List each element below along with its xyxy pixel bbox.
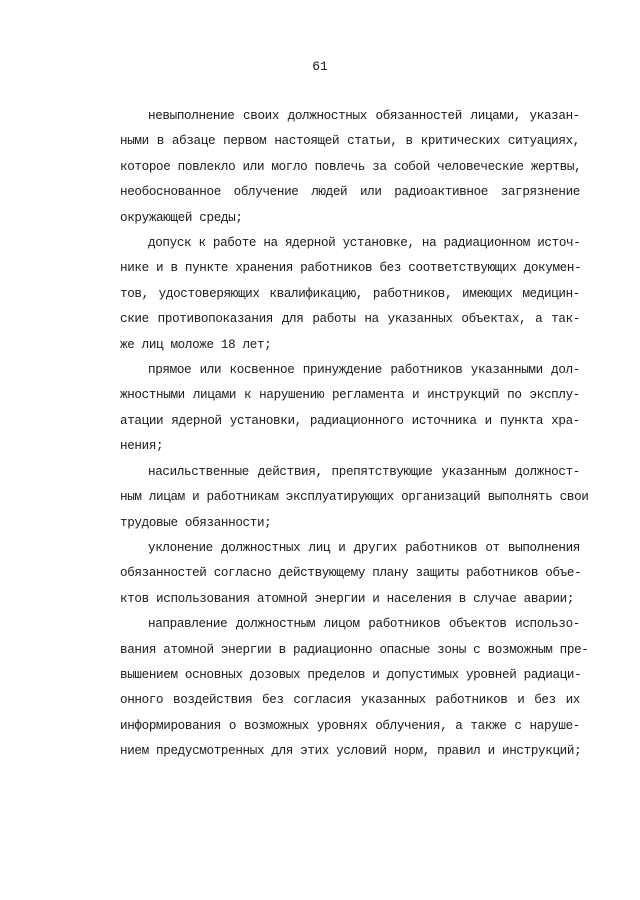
text-line: ктов использования атомной энергии и населения в случае аварии;: [120, 591, 575, 606]
text-line: ными в абзаце первом настоящей статьи, в критических ситуациях,: [120, 134, 580, 149]
text-line: направление должностным лицом работников объектов использо-: [148, 617, 580, 632]
text-line: насильственные действия, препятствующие указанным должност-: [148, 464, 580, 479]
text-line: допуск к работе на ядерной установке, на радиационном источ-: [148, 236, 581, 251]
text-line: которое повлекло или могло повлечь за собой человеческие жертвы,: [120, 159, 582, 174]
text-line: ские противопоказания для работы на указанных объектах, а так-: [120, 312, 580, 327]
paragraph: [90, 358, 580, 460]
text-line: вышением основных дозовых пределов и допустимых уровней радиаци-: [120, 667, 582, 682]
text-line: трудовые обязанности;: [120, 515, 272, 530]
text-line: невыполнение своих должностных обязанностей лицами, указан-: [148, 109, 580, 123]
paragraph: [90, 231, 580, 358]
paragraph: [90, 460, 589, 536]
text-line: прямое или косвенное принуждение работников указанными дол-: [148, 363, 580, 378]
text-line: уклонение должностных лиц и других работников от выполнения: [148, 540, 580, 555]
text-line: обязанностей согласно действующему плану защиты работников объе-: [120, 566, 582, 581]
paragraph: [90, 536, 580, 612]
document-body: [90, 104, 589, 765]
text-line: онного воздействия без согласия указанных работников и без их: [120, 693, 580, 708]
text-line: тов, удостоверяющих квалификацию, работников, имеющих медицин-: [120, 286, 580, 301]
text-line: окружающей среды;: [120, 210, 243, 225]
text-line: же лиц моложе 18 лет;: [120, 337, 272, 352]
text-line: нения;: [120, 439, 164, 454]
paragraph: [90, 612, 589, 764]
text-line: нием предусмотренных для этих условий норм, правил и инструкций;: [120, 744, 582, 759]
text-line: вания атомной энергии в радиационно опасные зоны с возможным пре-: [120, 642, 589, 657]
text-line: атации ядерной установки, радиационного источника и пункта хра-: [120, 413, 580, 428]
text-line: ным лицам и работникам эксплуатирующих организаций выполнять свои: [120, 490, 589, 505]
text-line: нике и в пункте хранения работников без соответствующих докумен-: [120, 261, 582, 276]
text-line: жностными лицами к нарушению регламента и инструкций по эксплу-: [120, 388, 580, 403]
text-line: информирования о возможных уровнях облучения, а также с наруше-: [120, 718, 580, 733]
text-line: необоснованное облучение людей или радиоактивное загрязнение: [120, 185, 580, 200]
page-number: 61: [312, 59, 328, 74]
paragraph: [90, 104, 580, 231]
